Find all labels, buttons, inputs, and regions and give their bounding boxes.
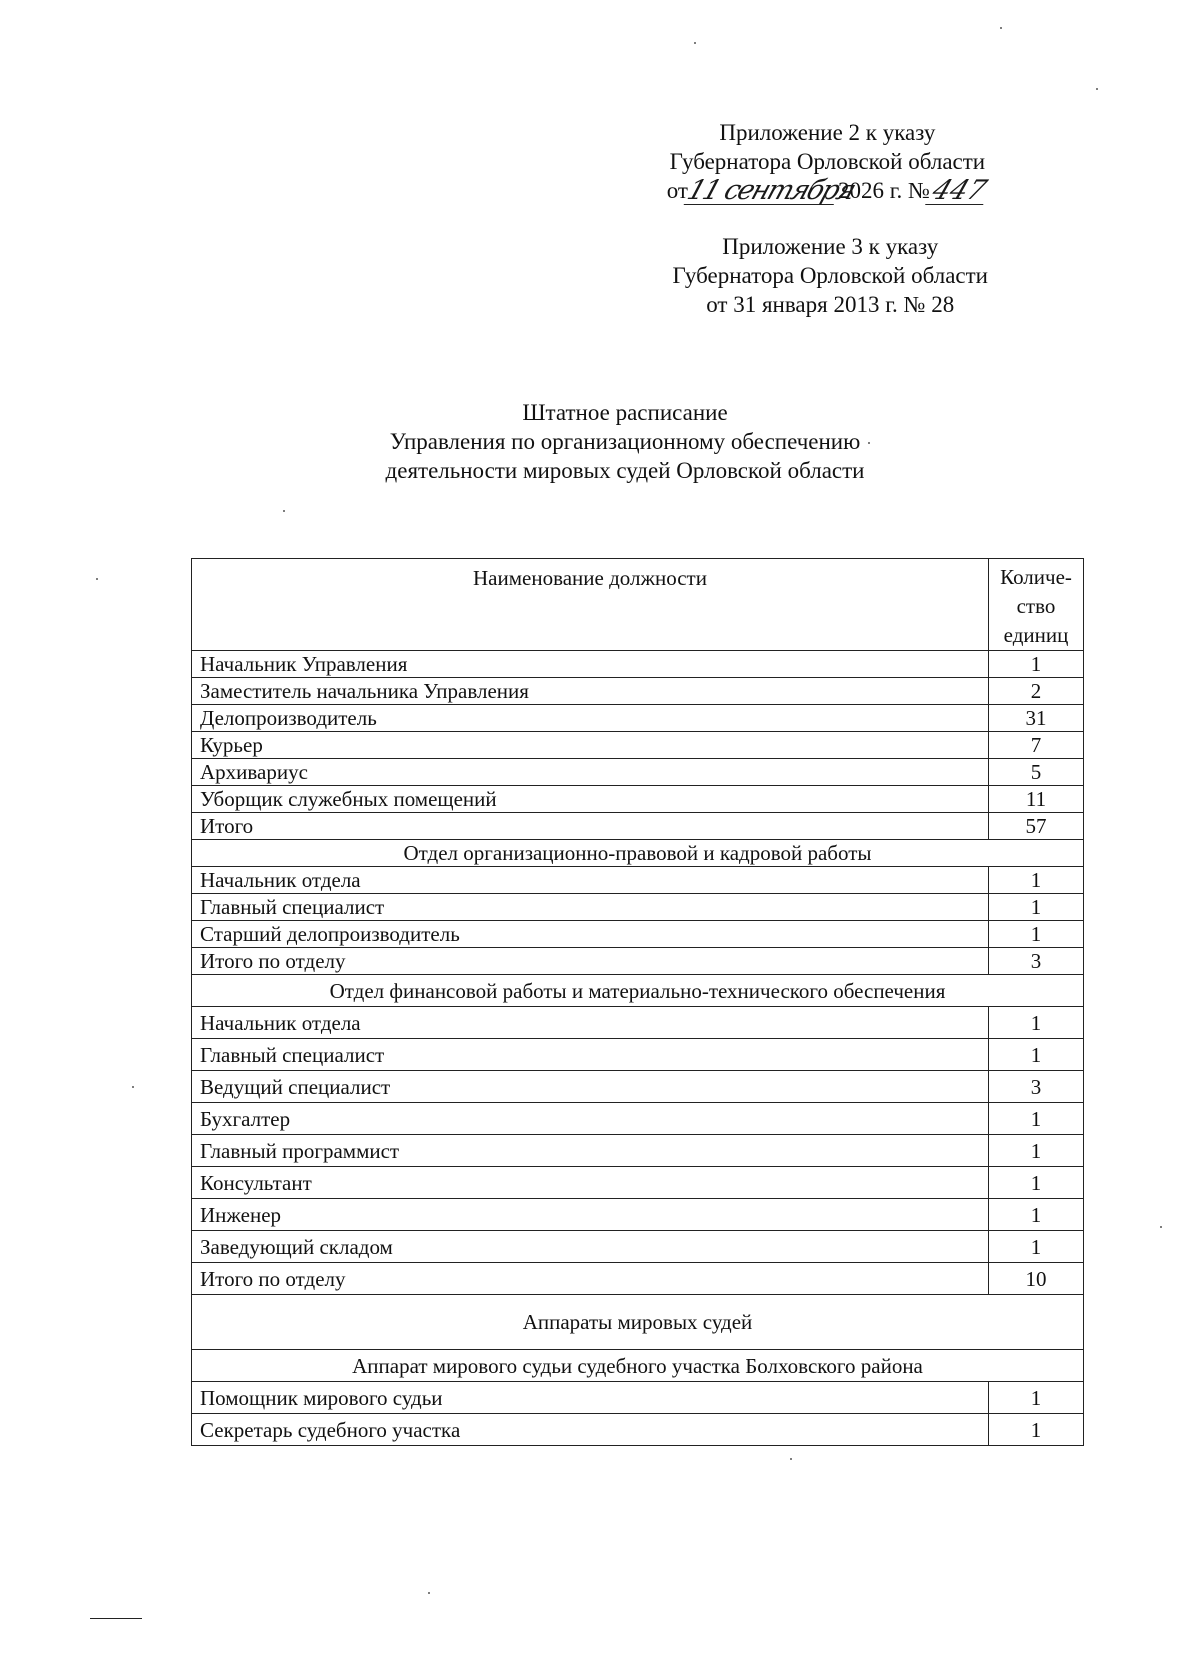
unit-count: 3 [989, 1071, 1084, 1103]
table-row [192, 1007, 1084, 1039]
handwritten-date: 11 сентября [683, 175, 859, 206]
unit-count: 31 [989, 705, 1084, 732]
appendix-3-header [672, 232, 988, 319]
unit-count: 1 [989, 1039, 1084, 1071]
table-row [192, 786, 1084, 813]
table-row [192, 921, 1084, 948]
position-name: Секретарь судебного участка [192, 1414, 989, 1446]
table-row [192, 1135, 1084, 1167]
unit-count: 1 [989, 1167, 1084, 1199]
position-name: Делопроизводитель [192, 705, 989, 732]
scan-speck [694, 42, 696, 44]
unit-count: 7 [989, 732, 1084, 759]
table-row [192, 1103, 1084, 1135]
scan-speck [790, 1458, 792, 1460]
table-row [192, 678, 1084, 705]
appendix-3-title: Приложение 3 к указу [722, 234, 939, 259]
position-name: Курьер [192, 732, 989, 759]
unit-count: 1 [989, 921, 1084, 948]
section-row [192, 975, 1084, 1007]
position-name: Главный программист [192, 1135, 989, 1167]
header-count-line: Количе- [1000, 565, 1072, 589]
position-name: Уборщик служебных помещений [192, 786, 989, 813]
unit-count: 10 [989, 1263, 1084, 1295]
appendix-2-header [666, 118, 991, 206]
table-row [192, 759, 1084, 786]
title-line-3: деятельности мировых судей Орловской области [385, 458, 865, 483]
table-row [192, 1167, 1084, 1199]
table-row [192, 948, 1084, 975]
appendix-2-title: Приложение 2 к указу [719, 120, 936, 145]
position-name: Инженер [192, 1199, 989, 1231]
table-row [192, 732, 1084, 759]
header-unit-count [989, 559, 1084, 651]
section-title: Отдел организационно-правовой и кадровой работы [192, 840, 1084, 867]
appendix-3-reference: от 31 января 2013 г. № 28 [706, 292, 955, 317]
scan-speck [1096, 88, 1098, 90]
appendix-2-year: 2026 г. № [837, 178, 930, 203]
unit-count: 1 [989, 1414, 1084, 1446]
table-row [192, 1071, 1084, 1103]
document-title [0, 398, 1200, 485]
section-row [192, 840, 1084, 867]
section-title: Отдел финансовой работы и материально-технического обеспечения [192, 975, 1084, 1007]
table-row [192, 1039, 1084, 1071]
table-row [192, 1199, 1084, 1231]
scan-speck [868, 442, 870, 444]
scan-speck [283, 510, 285, 512]
appendix-2-reference [666, 175, 991, 206]
position-name: Начальник отдела [192, 867, 989, 894]
section-row [192, 1295, 1084, 1350]
table-row [192, 1382, 1084, 1414]
position-name: Помощник мирового судьи [192, 1382, 989, 1414]
header-count-line: единиц [1003, 623, 1069, 647]
position-name: Заведующий складом [192, 1231, 989, 1263]
table-row [192, 651, 1084, 678]
appendix-3-issuer: Губернатора Орловской области [672, 263, 988, 288]
header-count-line: ство [1016, 594, 1056, 618]
appendix-2-issuer: Губернатора Орловской области [669, 149, 986, 174]
unit-count: 3 [989, 948, 1084, 975]
scan-speck [1160, 1226, 1162, 1228]
unit-count: 1 [989, 651, 1084, 678]
position-name: Начальник Управления [192, 651, 989, 678]
unit-count: 1 [989, 1382, 1084, 1414]
unit-count: 11 [989, 786, 1084, 813]
header-position-name: Наименование должности [192, 559, 989, 651]
position-name: Итого по отделу [192, 948, 989, 975]
table-row [192, 705, 1084, 732]
scan-speck [132, 1086, 134, 1088]
unit-count: 57 [989, 813, 1084, 840]
position-name: Архивариус [192, 759, 989, 786]
table-row [192, 867, 1084, 894]
table-row [192, 1263, 1084, 1295]
position-name: Бухгалтер [192, 1103, 989, 1135]
position-name: Заместитель начальника Управления [192, 678, 989, 705]
section-title: Аппарат мирового судьи судебного участка Болховского района [192, 1350, 1084, 1382]
staff-schedule-table [191, 558, 1084, 1446]
unit-count: 1 [989, 1135, 1084, 1167]
table-row [192, 1414, 1084, 1446]
table-row [192, 894, 1084, 921]
position-name: Главный специалист [192, 1039, 989, 1071]
table-row [192, 813, 1084, 840]
unit-count: 1 [989, 867, 1084, 894]
unit-count: 1 [989, 894, 1084, 921]
scan-speck [96, 578, 98, 580]
unit-count: 1 [989, 1231, 1084, 1263]
unit-count: 1 [989, 1103, 1084, 1135]
section-title: Аппараты мировых судей [192, 1295, 1084, 1350]
position-name: Консультант [192, 1167, 989, 1199]
scan-speck [428, 1592, 430, 1594]
unit-count: 2 [989, 678, 1084, 705]
section-row [192, 1350, 1084, 1382]
title-line-1: Штатное расписание [522, 400, 728, 425]
appendix-2-from: от [666, 178, 688, 203]
position-name: Старший делопроизводитель [192, 921, 989, 948]
position-name: Главный специалист [192, 894, 989, 921]
position-name: Итого по отделу [192, 1263, 989, 1295]
unit-count: 5 [989, 759, 1084, 786]
title-line-2: Управления по организационному обеспечению [389, 429, 861, 454]
footnote-rule [90, 1618, 142, 1619]
table-row [192, 1231, 1084, 1263]
table-header-row [192, 559, 1084, 651]
position-name: Начальник отдела [192, 1007, 989, 1039]
position-name: Итого [192, 813, 989, 840]
position-name: Ведущий специалист [192, 1071, 989, 1103]
unit-count: 1 [989, 1199, 1084, 1231]
scan-speck [1000, 27, 1002, 29]
table-body [192, 651, 1084, 1446]
handwritten-number: 447 [925, 178, 993, 205]
unit-count: 1 [989, 1007, 1084, 1039]
